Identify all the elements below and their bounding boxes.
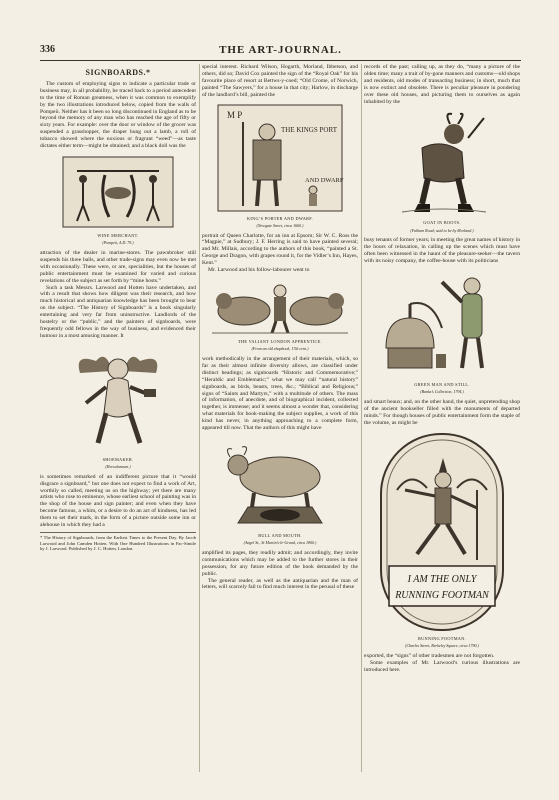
article-title: SIGNBOARDS.* [85,68,151,77]
page-number: 336 [40,44,55,55]
column-rule [199,64,200,772]
paragraph: The general reader, as well as the antiquarian and the man of letters, will scarcely fail to find much interest in the perusal of these [202,577,358,591]
figure-caption: THE VALIANT LONDON APPRENTICE. [238,338,322,344]
figure-caption: BULL AND MOUTH. [258,532,302,538]
sign-letters: M P [227,109,243,120]
figure-caption: SHOEMAKER. [102,456,134,462]
valiant-apprentice-illustration [208,277,352,337]
goat-in-boots-illustration [392,108,492,218]
column-2 [202,64,358,772]
sign-text-dwarf: AND DWARF [305,176,344,184]
figure-caption: KING’S PORTER AND DWARF. [246,215,314,221]
figure-caption: GREEN MAN AND STILL. [414,382,470,388]
column-1 [40,64,196,772]
figure-source: (Angel St., St Martin’s-le-Grand, circa 1800.) [243,540,317,546]
column-rule [361,64,362,772]
wine-merchant-illustration [59,153,177,231]
footnote: * The History of Signboards, from the Earliest Times to the Present Day. By Jacob Larwood and John Camden Hotten. With One Hundred Illustrations in Fac-Simile by J. Larwood. Published by J. C. Hotten, London. [40,532,196,552]
paragraph: Some examples of Mr. Larwood’s curious illustrations are introduced here. [364,659,520,673]
figure-caption: RUNNING FOOTMAN. [417,635,466,641]
paragraph: attraction of the dealer in marine-stores. The pawnbroker still suspends his three balls, and other trade-signs may even now be met with occasionally. These were, or are, specialities, but the houses of public entertainment must be examined for varied and curious revelations of the subject as set forth by “mine hosts.” [40,249,196,284]
figure-source: (Pompeii, A.D. 79.) [102,240,134,246]
paragraph: special interest. Richard Wilson, Hogarth, Morland, Ibbetson, and others, did so; David Cox painted the sign of the “Royal Oak” for his favourite place of resort at Bettws-y-coed; “Old Crome, of Norwich, painted “The Sawyers,” for a house in that city; Harlow, in discharge of the landlord’s bill, painted the [202,64,358,98]
paragraph: The custom of employing signs to indicate a particular trade or business may, in all probability, be traced back to a period antecedent to the time of Roman greatness, when it was common to exemplify by the two illustrations introduced below, copied from the walls of Pompeii. Neither has it been so long discontinued in England as to be beyond the memory of any man who has reached the age of fifty or sixty years. For example: over the door or window of the grocer was suspended a grasshopper, the draper hung out a lamb, a roll of tobacco showed where the noxious or fragrant “weed”—as taste dictates either term—might be obtained; and a black doll was the [40,80,196,150]
figure-source: (From an old chapbook, 17th cent.) [251,346,309,352]
paragraph: exported, the “signs” of other tradesmen are not forgotten. [364,652,495,659]
figure-source: (Newgate Street, circa 1660.) [256,222,304,228]
figure-source: (Charles Street, Berkeley Square, circa 1790.) [405,642,479,648]
paragraph: is sometimes remarked of an indifferent picture that it “would disgrace a signboard,” but one does not expect to find a work of Art, worthily so called, meeting us on the highway; yet there are many artists who rose to eminence, whose earliest school of painting was in the shop of the house and sign painter; and even when they have become famous, a whim, or a desire to do an act of kindness, has led them to set their mark, in the form of a picture outside some inn or alehouse in which they had a [40,473,196,529]
paragraph: Such a task Messrs. Larwood and Hotten have undertaken, and with a result that shows how diligent was their research, and how much historical and antiquarian knowledge has been brought to bear on the subject. “The History of Signboards” is a book singularly entertaining and very far from uninstructive. Landlords of the hostelry or the “public,” and the painters of signboards, were frequently odd fellows in the way of business, and evidenced their humour in a most amusing manner. It [40,284,196,339]
header-rule [40,60,521,61]
bull-and-mouth-illustration [218,435,342,531]
figure-source: (Banks’s Collection, 1794.) [420,389,464,395]
figure-source: (Fulham Road; said to be by Morland.) [410,227,474,233]
green-man-and-still-illustration [372,268,512,380]
paragraph: work methodically in the arrangement of their materials, which, so far as their almost infinite diversity allows, are classified under distinct headings; as signboards “Historic and Commemorative;” “Heraldic and Emblematic;” what we may call “natural history” signboards, as birds, beasts, trees, &c.; “Biblical and Religious;” signs of “Saints and Martyrs,” with a multitude of others. The mass of information, of anecdote, and of biographical incident, collected together, is immense; and it seems almost a wonder that, considering what materials for book-making the subject supplies, a work of this kind has never, in anything approaching to a complete form, appeared till now. That the authors of this might have [202,355,358,432]
paragraph: Mr. Larwood and his follow-labourer went to [208,267,310,274]
paragraph: busy tenants of former years; in meeting the great names of history in the hours of relaxation, in calling up the scenes which must have often been witnessed in the haunt of the pleasure-seeker—the tavern with its noisy company, the coffee-house with its politicians [364,237,520,265]
figure-caption: WINE MERCHANT. [97,232,139,238]
paragraph: records of the past; calling up, as they do, “many a picture of the olden time; many a trait of by-gone manners and customs—old shops and residents, old modes of transacting business; in short, much that is now extinct and obsolete. There is peculiar pleasure in pondering over these old houses, and picturing them to ourselves as again inhabited by the [364,64,520,105]
paragraph: portrait of Queen Charlotte, for an inn at Epsom; Sir W. C. Ross the “Magpie,” at Sudbury; J. F. Herring is said to have painted several; and Mr. Millais, according to the authors of this book, “painted a St. George and Dragon, with grapes round it, for the Vidler’s Inn, Hayes, Kent.” [202,232,358,267]
paragraph: amplified its pages, they readily admit; and accordingly, they invite communications which may be added to the further stores in their possession, for any future edition of the book demanded by the public. [202,549,358,577]
running-header [40,44,521,58]
shoemaker-illustration [70,343,166,455]
column-3 [364,64,520,772]
paragraph: and smart beaux; and, on the other hand, the quiet, unpretending shop of the ancient bookseller filled with the monuments of departed minds.” For though houses of public entertainment form the staple of the volume, as might be [364,399,520,426]
running-footman-illustration [377,430,507,634]
figure-source: (Herculaneum.) [105,463,131,469]
kings-porter-dwarf-illustration [215,102,345,214]
sign-banner-line-1: I AM THE ONLY [407,573,477,585]
sign-text-porter: THE KINGS PORT [281,125,337,134]
sign-banner-line-2: RUNNING FOOTMAN [395,589,489,601]
figure-caption: GOAT IN BOOTS. [423,220,461,226]
journal-title: THE ART-JOURNAL. [219,44,342,56]
